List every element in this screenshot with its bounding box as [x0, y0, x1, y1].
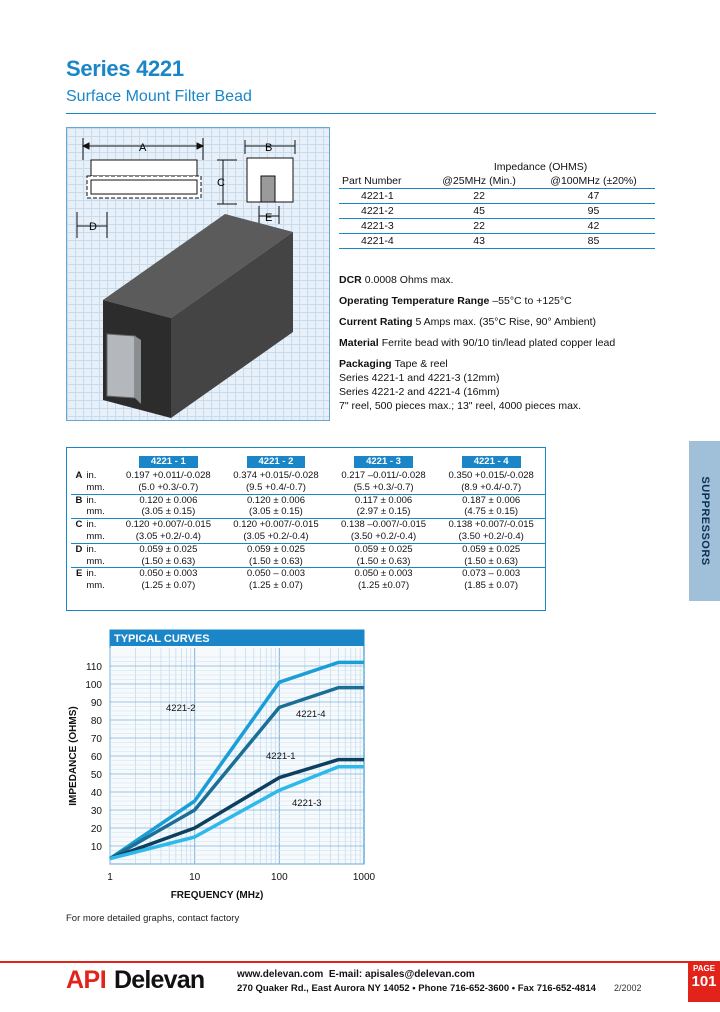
series-label: 4221-1 — [266, 751, 296, 762]
page-number: 101 — [691, 973, 717, 990]
specifications — [339, 273, 659, 420]
page-title: Series 4221 — [66, 56, 184, 81]
impedance-table — [339, 160, 655, 249]
page-number-box: PAGE 101 — [688, 962, 720, 1002]
y-tick-label: 70 — [90, 734, 102, 745]
footnote: For more detailed graphs, contact factory — [66, 913, 240, 924]
email-link[interactable]: apisales@delevan.com — [365, 969, 475, 980]
x-tick-label: 10 — [189, 872, 201, 883]
dim-row: B in. 0.120 ± 0.006 0.120 ± 0.006 0.117 ± 0.006 0.187 ± 0.006 — [71, 494, 545, 506]
dim-col-header: 4221 - 1 — [139, 456, 198, 468]
y-tick-label: 110 — [86, 662, 102, 673]
y-axis-label: IMPEDANCE (OHMS) — [68, 706, 79, 806]
dim-col-header: 4221 - 2 — [247, 456, 306, 468]
dim-row: mm. (3.05 ± 0.15) (3.05 ± 0.15) (2.97 ± 0.15) (4.75 ± 0.15) — [86, 506, 519, 518]
brand-logo-api: API — [66, 966, 107, 994]
col-part-number: Part Number — [339, 174, 426, 189]
x-axis-label: FREQUENCY (MHz) — [170, 890, 264, 901]
series-label: 4221-3 — [292, 798, 322, 809]
dim-label-e: E — [265, 212, 273, 224]
dim-label-a: A — [139, 142, 147, 154]
dim-row: A in. 0.197 +0.011/-0.028 0.374 +0.015/-0.028 0.217 –0.011/-0.028 0.350 +0.015/-0.028 — [75, 470, 534, 481]
y-tick-label: 60 — [90, 752, 102, 763]
dim-row: mm. (1.50 ± 0.63) (1.50 ± 0.63) (1.50 ± 0.63) (1.50 ± 0.63) — [86, 555, 519, 567]
dim-label-b: B — [265, 142, 273, 154]
dim-row: D in. 0.059 ± 0.025 0.059 ± 0.025 0.059 ± 0.025 0.059 ± 0.025 — [71, 543, 545, 555]
section-tab-label: SUPPRESSORS — [698, 476, 711, 566]
spec-dcr: DCR 0.0008 Ohms max. — [339, 274, 454, 286]
x-tick-label: 1 — [107, 872, 113, 883]
footer-address: 270 Quaker Rd., East Aurora NY 14052 • Phone 716-652-3600 • Fax 716-652-4814 — [237, 983, 596, 994]
typical-curves-svg — [66, 628, 378, 906]
dim-row: C in. 0.120 +0.007/-0.015 0.120 +0.007/-0.015 0.138 –0.007/-0.015 0.138 +0.007/-0.015 — [71, 519, 545, 531]
brand-logo-delevan: Delevan — [114, 966, 205, 994]
dim-row: mm. (5.0 +0.3/-0.7) (9.5 +0.4/-0.7) (5.5 +0.3/-0.7) (8.9 +0.4/-0.7) — [86, 481, 522, 493]
y-tick-label: 90 — [90, 698, 102, 709]
table-row: 4221-4 43 85 — [339, 234, 655, 249]
component-drawing-svg — [67, 128, 330, 421]
table-row: 4221-2 45 95 — [339, 204, 655, 219]
col-100mhz: @100MHz (±20%) — [532, 174, 655, 189]
impedance-group-header: Impedance (OHMS) — [493, 161, 588, 173]
section-tab — [689, 441, 720, 601]
dim-col-header: 4221 - 4 — [462, 456, 521, 468]
dim-label-c: C — [217, 177, 225, 189]
footer-divider — [0, 960, 720, 964]
spec-current: Current Rating 5 Amps max. (35°C Rise, 90° Ambient) — [339, 316, 597, 328]
series-label: 4221-4 — [296, 709, 326, 720]
y-tick-label: 10 — [90, 842, 102, 853]
page-subtitle: Surface Mount Filter Bead — [66, 88, 252, 105]
table-row: 4221-1 22 47 — [339, 189, 655, 204]
table-row: 4221-3 22 42 — [339, 219, 655, 234]
y-tick-label: 50 — [90, 770, 102, 781]
dimensions-table — [71, 456, 545, 592]
dim-row: mm. (1.25 ± 0.07) (1.25 ± 0.07) (1.25 ±0.07) (1.85 ± 0.07) — [86, 580, 519, 592]
y-tick-label: 40 — [90, 788, 102, 799]
chart-title: TYPICAL CURVES — [114, 633, 210, 645]
spec-packaging: Packaging Tape & reel Series 4221-1 and 4221-3 (12mm) Series 4221-2 and 4221-4 (16mm) 7" reel, 500 pieces max.; 13" reel, 4000 pieces max. — [339, 358, 582, 412]
x-tick-label: 100 — [270, 872, 288, 883]
website-link[interactable]: www.delevan.com — [237, 969, 324, 980]
series-label: 4221-2 — [166, 703, 196, 714]
col-25mhz: @25MHz (Min.) — [426, 174, 532, 189]
y-tick-label: 100 — [85, 680, 102, 691]
dim-row: E in. 0.050 ± 0.003 0.050 – 0.003 0.050 ± 0.003 0.073 – 0.003 — [71, 568, 545, 580]
component-drawing — [66, 127, 330, 421]
dim-label-d: D — [89, 221, 97, 233]
y-tick-label: 80 — [90, 716, 102, 727]
footer-date: 2/2002 — [614, 983, 642, 993]
title-divider — [66, 113, 656, 114]
y-tick-label: 20 — [90, 824, 102, 835]
typical-curves-chart — [66, 628, 378, 906]
spec-material: Material Ferrite bead with 90/10 tin/lead plated copper lead — [339, 337, 616, 349]
x-tick-label: 1000 — [352, 872, 376, 883]
footer-contact: www.delevan.com E-mail: apisales@delevan.com — [237, 969, 475, 980]
y-tick-label: 30 — [90, 806, 102, 817]
spec-temperature: Operating Temperature Range –55°C to +125°C — [339, 295, 572, 307]
dim-row: mm. (3.05 +0.2/-0.4) (3.05 +0.2/-0.4) (3.50 +0.2/-0.4) (3.50 +0.2/-0.4) — [86, 530, 524, 542]
dimensions-panel — [66, 447, 546, 611]
dim-col-header: 4221 - 3 — [354, 456, 413, 468]
